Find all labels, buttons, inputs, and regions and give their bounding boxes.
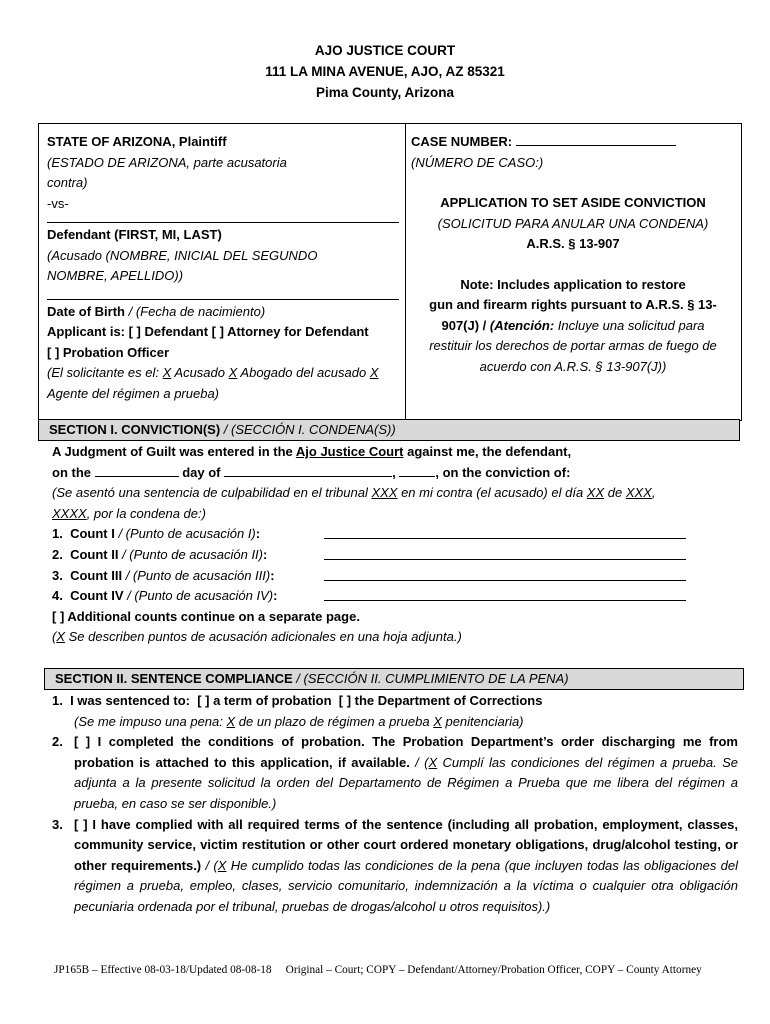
sentence-compliance-option[interactable]: [ ] I have complied with all required terms of the sentence (including all probation, employment, classes, community service, victim restitution or other court ordered monetary obligations, drug/alcohol testing, or other requirements.) xyxy=(74,816,738,873)
judgment-statement: A Judgment of Guilt was entered in the Ajo Justice Court against me, the defendant, xyxy=(52,444,572,459)
plaintiff-label: STATE OF ARIZONA, Plaintiff xyxy=(47,134,227,149)
case-number-label-es: (NÚMERO DE CASO:) xyxy=(411,154,544,170)
probation-completed-option[interactable]: [ ] I completed the conditions of probation. The Probation Department’s order discharging me from probation is attached to this application, if available. xyxy=(74,734,738,770)
statute-reference: A.R.S. § 13-907 xyxy=(526,236,620,251)
plaintiff-label-es: (ESTADO DE ARIZONA, parte acusatoria xyxy=(47,154,287,170)
section-2-body xyxy=(52,691,738,918)
applicant-es-2: Agente del régimen a prueba) xyxy=(47,385,220,401)
court-address: 111 LA MINA AVENUE, AJO, AZ 85321 xyxy=(265,64,505,79)
caption-parties xyxy=(47,132,399,404)
additional-counts-es: (X Se describen puntos de acusación adicionales en una hoja adjunta.) xyxy=(52,629,462,645)
judgment-date-row: on the day of , , on the conviction of: xyxy=(52,464,571,480)
note-line-3: 907(J) / (Atención: Incluye una solicitud para xyxy=(441,317,705,333)
year-field[interactable] xyxy=(399,464,435,477)
plaintiff-label-es-2: contra) xyxy=(47,175,88,190)
count-row: 4. Count IV / (Punto de acusación IV): xyxy=(52,586,742,607)
distribution-note: Original – Court; COPY – Defendant/Attorney/Probation Officer, COPY – County Attorney xyxy=(285,964,702,976)
additional-counts-option[interactable]: [ ] Additional counts continue on a separate page. xyxy=(52,608,360,624)
dob-line[interactable] xyxy=(47,287,399,300)
count-field[interactable] xyxy=(324,545,686,560)
case-number-field[interactable] xyxy=(516,133,676,146)
caption-divider xyxy=(405,124,406,420)
dob-row xyxy=(47,302,399,323)
defendant-label: Defendant (FIRST, MI, LAST) xyxy=(47,227,222,242)
dob-label-es: / (Fecha de nacimiento) xyxy=(128,303,266,319)
caption-case-info xyxy=(411,132,735,377)
applicant-es: (El solicitante es el: X Acusado X Abogado del acusado X xyxy=(47,365,379,380)
count-field[interactable] xyxy=(324,566,686,581)
day-field[interactable] xyxy=(95,464,179,477)
note-line-2: gun and firearm rights pursuant to A.R.S. § 13- xyxy=(429,297,717,312)
month-field[interactable] xyxy=(224,464,392,477)
court-name-ref: Ajo Justice Court xyxy=(295,444,404,459)
probation-completed-item: 2. [ ] I completed the conditions of probation. The Probation Department’s order discharging me from probation is attached to this application, if available. / (X Cumplí las condiciones del régimen a prueba. Se adjunta a la presente solicitud la orden del Departamento de Régimen a Prueba que me libera del régimen a prueba, en caso se ser disponible.) xyxy=(52,734,738,811)
versus-label: -vs- xyxy=(47,195,69,211)
court-name: AJO JUSTICE COURT xyxy=(314,43,456,58)
form-id: JP165B – Effective 08-03-18/Updated 08-08-18 xyxy=(54,964,272,976)
sentence-type-options[interactable]: 1. I was sentenced to: [ ] a term of probation [ ] the Department of Corrections xyxy=(52,693,543,708)
case-number-label: CASE NUMBER: xyxy=(411,134,513,149)
sentence-type-es: (Se me impuso una pena: X de un plazo de régimen a prueba X penitenciaria) xyxy=(74,713,524,729)
note-line-1: Note: Includes application to restore xyxy=(460,276,686,292)
defendant-label-es: (Acusado (NOMBRE, INICIAL DEL SEGUNDO xyxy=(47,247,318,263)
probation-officer-option[interactable]: [ ] Probation Officer xyxy=(47,344,170,360)
defendant-label-es-2: NOMBRE, APELLIDO)) xyxy=(47,268,184,283)
defendant-name-line[interactable] xyxy=(47,214,399,223)
count-field[interactable] xyxy=(324,524,686,539)
application-title: APPLICATION TO SET ASIDE CONVICTION xyxy=(440,195,706,210)
court-header xyxy=(0,40,770,103)
applicant-options[interactable]: Applicant is: [ ] Defendant [ ] Attorney for Defendant xyxy=(47,324,369,339)
count-field[interactable] xyxy=(324,586,686,601)
sentence-compliance-item: 3. [ ] I have complied with all required terms of the sentence (including all probation, employment, classes, community service, victim restitution or other court ordered monetary obligations, drug/alcohol testing, or other requirements.) / (X He cumplido todas las condiciones de la pena (que incluyen todas las obligaciones del régimen a prueba, empleo, clases, servicio comunitario, indemnización a la víctima o cualquier otra obligación pecuniaria ordenada por el tribunal, pruebas de drogas/alcohol u otros requisitos).) xyxy=(52,816,738,914)
section-2-heading: SECTION II. SENTENCE COMPLIANCE / (SECCIÓN II. CUMPLIMIENTO DE LA PENA) xyxy=(44,668,744,690)
form-footer xyxy=(54,964,734,976)
section-1-body xyxy=(52,442,742,648)
case-caption-box xyxy=(38,123,742,421)
dob-label: Date of Birth xyxy=(47,303,125,319)
court-county: Pima County, Arizona xyxy=(315,85,454,100)
count-row: 1. Count I / (Punto de acusación I): xyxy=(52,524,742,545)
note-es-2: acuerdo con A.R.S. § 13-907(J)) xyxy=(479,358,667,374)
note-es-1: restituir los derechos de portar armas de fuego de xyxy=(429,338,717,353)
case-number-row xyxy=(411,132,735,153)
judgment-es-1: (Se asentó una sentencia de culpabilidad en el tribunal XXX en mi contra (el acusado) el día XX de XXX, xyxy=(52,485,656,501)
count-row: 3. Count III / (Punto de acusación III): xyxy=(52,566,742,587)
count-row: 2. Count II / (Punto de acusación II): xyxy=(52,545,742,566)
judgment-es-2: XXXX, por la condena de:) xyxy=(52,505,206,521)
application-title-es: (SOLICITUD PARA ANULAR UNA CONDENA) xyxy=(437,215,709,231)
section-1-heading: SECTION I. CONVICTION(S) / (SECCIÓN I. CONDENA(S)) xyxy=(38,419,740,441)
